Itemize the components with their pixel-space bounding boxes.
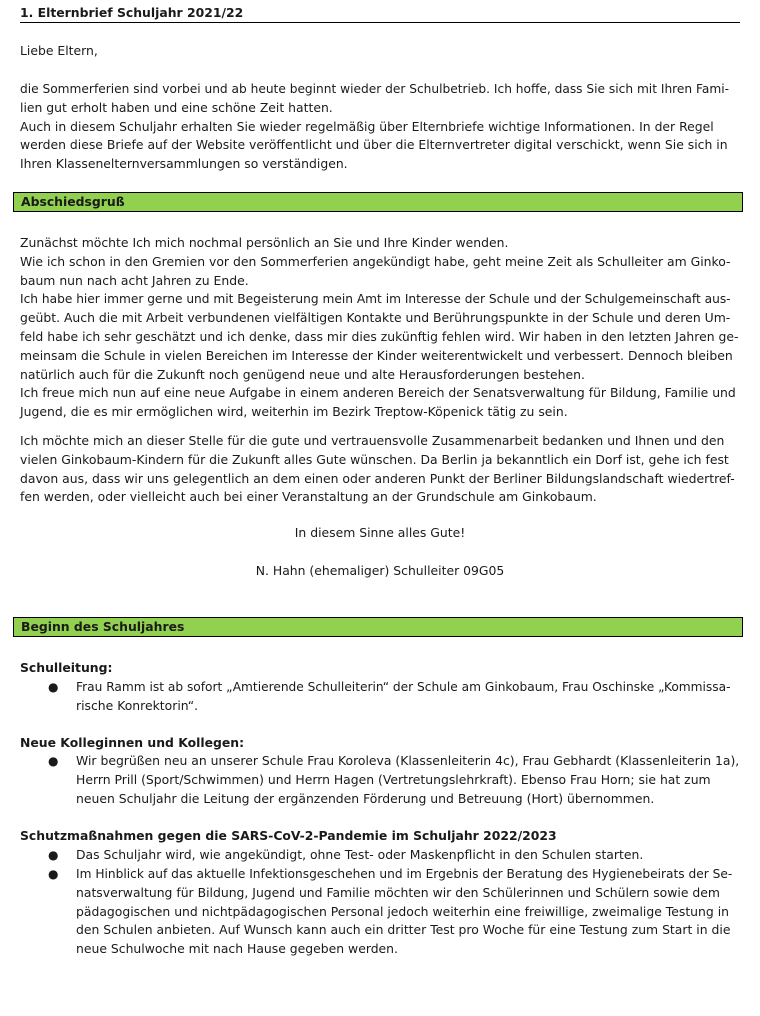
text-line: davon aus, dass wir uns gelegentlich an dem einen oder anderen Punkt der Berliner Bildungslandschaft wiedertref- xyxy=(20,470,735,486)
text-line: Ich möchte mich an dieser Stelle für die gute und vertrauensvolle Zusammenarbeit bedanken und Ihnen und den xyxy=(20,433,725,448)
greeting: Liebe Eltern, xyxy=(20,43,98,58)
text-line: Auch in diesem Schuljahr erhalten Sie wieder regelmäßig über Elternbriefe wichtige Informationen. In der Regel xyxy=(20,118,714,134)
bullet-icon: ● xyxy=(48,867,59,881)
text-line: Frau Ramm ist ab sofort „Amtierende Schulleiterin“ der Schule am Ginkobaum, Frau Oschinske „Kommissa- xyxy=(76,680,731,694)
subheading-neue-kollegen: Neue Kolleginnen und Kollegen: xyxy=(20,735,245,750)
section-heading-abschiedsgruss: Abschiedsgruß xyxy=(13,192,743,212)
bullet-icon: ● xyxy=(48,754,59,768)
text-line: Herrn Prill (Sport/Schwimmen) und Herrn Hagen (Vertretungslehrkraft). Ebenso Frau Horn; sie hat zum xyxy=(76,771,711,787)
text-line: geübt. Auch die mit Arbeit verbundenen vielfältigen Kontakte und Berührungspunkte in der Schule und deren Um- xyxy=(20,310,731,326)
signature: N. Hahn (ehemaliger) Schulleiter 09G05 xyxy=(255,563,505,578)
closing-line: In diesem Sinne alles Gute! xyxy=(294,525,466,540)
text-line: pädagogischen und nichtpädagogischen Personal jedoch weiterhin eine freiwillige, zweimalige Testung in xyxy=(76,903,729,919)
text-line: meinsam die Schule in vielen Bereichen im Interesse der Kinder weiterentwickelt und verbessert. Dennoch bleiben xyxy=(20,347,733,363)
text-line: neuen Schuljahr die Leitung der ergänzenden Förderung und Betreuung (Hort) übernommen. xyxy=(76,790,655,806)
list-item-text xyxy=(76,678,731,716)
subheading-schutzmassnahmen: Schutzmaßnahmen gegen die SARS-CoV-2-Pandemie im Schuljahr 2022/2023 xyxy=(20,828,557,843)
bullet-icon: ● xyxy=(48,680,59,694)
text-line: neue Schulwoche mit nach Hause gegeben werden. xyxy=(76,941,398,957)
bullet-icon: ● xyxy=(48,848,59,862)
text-line: Jugend, die es mir ermöglichen wird, weiterhin im Bezirk Treptow-Köpenick tätig zu sein. xyxy=(20,404,568,420)
text-line: baum nun nach acht Jahren zu Ende. xyxy=(20,272,249,288)
text-line: fen werden, oder vielleicht auch bei einer Veranstaltung an der Grundschule am Ginkobaum. xyxy=(20,489,597,505)
section-heading-beginn-des-schuljahres: Beginn des Schuljahres xyxy=(13,617,743,637)
text-line: die Sommerferien sind vorbei und ab heute beginnt wieder der Schulbetrieb. Ich hoffe, dass Sie sich mit Ihren Fami- xyxy=(20,82,730,96)
text-line: natürlich auch für die Zukunft noch genügend neue und alte Herausforderungen bestehen. xyxy=(20,366,585,382)
text-line: werden diese Briefe auf der Website veröffentlicht und über die Elternvertreter digital verschickt, wenn Sie sich in xyxy=(20,137,728,153)
document-title: 1. Elternbrief Schuljahr 2021/22 xyxy=(20,4,740,23)
text-line: lien gut erholt haben und eine schöne Zeit hatten. xyxy=(20,99,333,115)
text-line: Wie ich schon in den Gremien vor den Sommerferien angekündigt habe, geht meine Zeit als Schulleiter am Ginko- xyxy=(20,253,731,269)
text-line: rische Konrektorin“. xyxy=(76,697,199,713)
text-line: natsverwaltung für Bildung, Jugend und Familie möchten wir den Schülerinnen und Schülern sowie dem xyxy=(76,884,720,900)
list-item-text xyxy=(76,865,732,959)
text-line: feld habe ich sehr geschätzt und ich denke, dass mir dies zukünftig fehlen wird. Wir haben in den letzten Jahren ge- xyxy=(20,328,739,344)
text-line: vielen Ginkobaum-Kindern für die Zukunft alles Gute wünschen. Da Berlin ja bekanntlich ein Dorf ist, gehe ich fest xyxy=(20,451,729,467)
farewell-paragraph-1 xyxy=(20,234,740,422)
list-item-text xyxy=(76,752,739,808)
text-line: Im Hinblick auf das aktuelle Infektionsgeschehen und im Ergebnis der Beratung des Hygienebeirats der Se- xyxy=(76,867,733,881)
intro-paragraph xyxy=(20,80,740,174)
text-line: Das Schuljahr wird, wie angekündigt, ohne Test- oder Maskenpflicht in den Schulen starten. xyxy=(76,847,644,862)
list-item-text xyxy=(76,846,643,865)
text-line: Wir begrüßen neu an unserer Schule Frau Koroleva (Klassenleiterin 4c), Frau Gebhardt (Klassenleiterin 1a), xyxy=(76,753,740,768)
farewell-paragraph-2 xyxy=(20,432,740,507)
text-line: Ich habe hier immer gerne und mit Begeisterung mein Amt im Interesse der Schule und der Schulgemeinschaft aus- xyxy=(20,292,731,307)
text-line: Zunächst möchte Ich mich nochmal persönlich an Sie und Ihre Kinder wenden. xyxy=(20,235,509,250)
text-line: Ihren Klassenelternversammlungen so verständigen. xyxy=(20,156,348,172)
subheading-schulleitung: Schulleitung: xyxy=(20,660,113,675)
text-line: den Schulen anbieten. Auf Wunsch kann auch ein dritter Test pro Woche für eine Testung zum Start in die xyxy=(76,922,731,938)
text-line: Ich freue mich nun auf eine neue Aufgabe in einem anderen Bereich der Senatsverwaltung für Bildung, Familie und xyxy=(20,385,736,401)
